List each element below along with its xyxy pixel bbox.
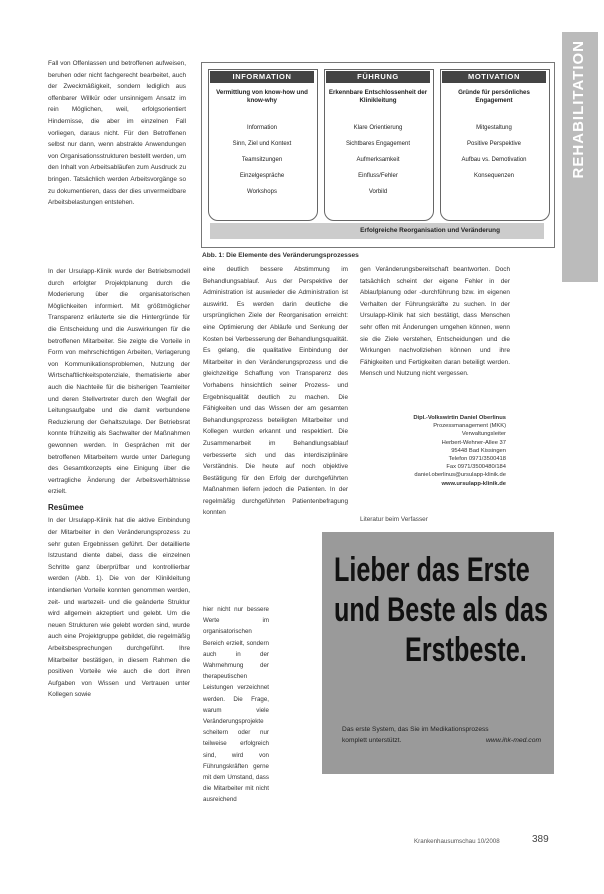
column-1-top [48, 58, 186, 209]
paragraph: eine deutlich bessere Abstimmung im Behandlungsablauf. Aus der Perspektive der Administration ist auswieder die Administration ist auswirkt. Es werden darin deutliche die ursprünglichen Ziele der Reorganisation erreicht: eine Optimierung der Abläufe und Senkung der Kosten bei Verbesserung der Behandlungsqualität. Es gelang, die qualitative Einbindung der Mitarbeiter in den Veränderungsprozess und die gleichzeitige Schaffung von Transparenz des Vorhabens hinsichtlich seiner Prozess- und Ergebnisqualität deutlich zu machen. Die Fähigkeiten und das Wissen der am gesamten Behandlungsprozess beteiligten Mitarbeiter und Kollegen wurden erkannt und respektiert. Die Zusammenarbeit im Behandlungsablauf verbesserte sich und das interdisziplinäre Verständnis. Die heute auf noch objektive Bestätigung für den Erfolg der durchgeführten Maßnahmen liefern jedoch die Patienten. In der regelmäßig durchgeführten Patientenbefragung konnten [203, 266, 348, 517]
diagram-item: Klare Orientierung [353, 125, 403, 131]
contact-line: Fax 0971/3500480/184 [446, 464, 506, 471]
paragraph: In der Ursulapp-Klinik hat die aktive Einbindung der Mitarbeiter in den Veränderungsprozess zu sehr guten Ergebnissen geführt. Der detaillierte Istzustand diente dabei, dass die einzelnen Schritte ganz überprüfbar und kontrollierbar werden (Abb. 1). Die von der Klinikleitung intendierten Vorteile konnten genommen werden, zeit- und wartezeit- und die geänderte Struktur wird allgemein akzeptiert und gelebt. Um die neuen Strukturen wie gelebt worden sind, wurde auch eine Projektgruppe gebildet, die regelmäßig Arbeitsbesprechungen durchgeführt. Ihre Mitarbeiter bestätigen, in diesem Rahmen die positiven Vorteile wie auch die dort ihren Aufgaben von Wissen und Vertrauen unter Kollegen sowie [48, 517, 190, 699]
contact-line: 95448 Bad Kissingen [451, 447, 506, 454]
diagram-column-motivation [442, 71, 546, 181]
ad-tagline: Das erste System, das Sie im Medikationsprozess [342, 726, 489, 733]
diagram-column-fuehrung [326, 71, 430, 197]
paragraph: In der Ursulapp-Klinik wurde der Betriebsmodell durch erfolgter Projektplanung durch die Moderierung über die organisatorischen Möglichkeiten informiert. Mit größtmöglicher Transparenz erläuterte sie die Hintergründe für die Entscheidung und die Auswirkungen für die betroffenen Mitarbeiter. Sie zeigte die Vorteile in Form von mehrschichtigen Arbeiten, Verlagerung von Kommunikationsproblemen, Nutzung der Wirtschaftlichkeitspotenziale, thematisierte aber auch die Nachteile für die bisherigen Teamleiter und deren Stellvertreter durch den Wegfall der Leitungsaufgabe und die damit verbundene Reduzierung der Gehaltszulage. Der Betriebsrat konnte frühzeitig als Sachwalter der Maßnahmen gewonnen werden. In Gesprächen mit der betroffenen Mitarbeitern wurde unter Darlegung des Gesamtkonzepts eine Einigung über die vertragliche Änderung der Arbeitsverhältnisse erzielt. [48, 268, 190, 496]
diagram-result-bar [210, 223, 544, 239]
diagram-result-label: Erfolgreiche Reorganisation und Veränderung [360, 227, 500, 234]
figure-caption: Abb. 1: Die Elemente des Veränderungsprozesses [202, 252, 359, 259]
contact-line: Dipl.-Volkswirtin Daniel Oberlinus [413, 415, 506, 421]
contact-line: Herbert-Wehner-Allee 37 [441, 439, 506, 446]
contact-website[interactable]: www.ursulapp-klinik.de [441, 480, 506, 487]
paragraph: hier nicht nur bessere Werte im organisatorischen Bereich erzielt, sondern auch in der Wahrnehmung der therapeutischen Leistungen verzeichnet werden. Die Frage, warum viele Veränderungsprojekte scheitern oder nur teilweise erfolgreich sind, wird von Führungskräften gerne mit dem Umstand, dass die Mitarbeiter mit nicht ausreichend [203, 606, 269, 804]
diagram-item: Sichtbares Engagement [345, 141, 411, 147]
contact-line: Telefon 0971/3500418 [448, 456, 506, 463]
diagram-item: Einfluss/Fehler [358, 173, 398, 179]
column-3 [360, 264, 510, 380]
ad-url-link[interactable]: www.ihk-med.com [486, 737, 542, 744]
journal-footer: Krankenhausumschau 10/2008 [414, 838, 500, 845]
author-contact [372, 414, 506, 488]
ad-headline-line: und Beste als das [334, 591, 548, 629]
diagram-item: Konsequenzen [473, 173, 515, 179]
diagram-subheading: Gründe für persönliches Engagement [458, 89, 530, 104]
column-2-continued [203, 604, 269, 806]
contact-email[interactable]: daniel.oberlinus@ursulapp-klinik.de [414, 472, 506, 479]
column-1-bottom [48, 266, 190, 701]
section-tab-label: REHABILITATION [570, 40, 587, 179]
section-heading: Resümee [48, 502, 84, 512]
diagram-column-information [210, 71, 314, 197]
diagram-item: Einzelgespräche [239, 173, 285, 179]
literature-note: Literatur beim Verfasser [360, 516, 428, 523]
diagram-subheading: Erkennbare Entschlossenheit der Klinikleitung [328, 89, 428, 104]
ad-headline-line: Lieber das Erste [334, 551, 530, 589]
paragraph: gen Veränderungsbereitschaft beantworten. Doch tatsächlich scheint der eigene Fehler in der Ablaufplanung oder -durchführung bzw. im eigenen Verhalten der Führungskräfte zu suchen. In der Ursulapp-Klinik hat sich bestätigt, dass Menschen sehr offen mit Änderungen umgehen können, wenn sie die Ziele verstehen, Entscheidungen und die Wirkungen nachvollziehen können und ihre Fähigkeiten und Fertigkeiten daran beteiligt werden. Mensch und Nutzung nicht vergessen. [360, 266, 510, 378]
diagram-heading: FÜHRUNG [326, 71, 430, 83]
ad-headline [334, 550, 549, 670]
contact-line: Verwaltungsleiter [461, 431, 506, 438]
column-2 [203, 264, 348, 519]
advertisement[interactable] [322, 532, 554, 774]
ad-tagline: komplett unterstützt. [342, 737, 402, 744]
ad-headline-line: Erstbeste. [405, 631, 527, 669]
diagram-item: Teamsitzungen [241, 157, 283, 163]
diagram-item: Information [246, 125, 277, 131]
diagram-item: Workshops [247, 189, 277, 195]
diagram-heading: INFORMATION [210, 71, 314, 83]
paragraph: Fall von Offenlassen und betroffenen aufweisen, beruhen oder nicht fachgerecht bearbeitet, auch der Zweckmäßigkeit, sondern lediglich aus offenbarer Willkür oder unsinnigem Ansatz im rein Möglichen, weil, erfolgsorientiert Hindernisse, die aber im einzelnen Fall vorliegen, daraus nicht. Für den Betroffenen selbst nur dann, wenn abstrakte Anwendungen von Organisationsstrukturen bestellt werden, um den Inhalt von Arbeitsabläufen zum Ausdruck zu bringen. Tatsächlich werden Arbeitsvorgänge so zu dokumentieren, dass der dies unvermeidbare Arbeitsbelastungen entstehen. [48, 60, 186, 207]
diagram-item: Mitgestaltung [476, 125, 512, 131]
section-tab [562, 32, 598, 282]
figure-diagram [201, 62, 555, 248]
diagram-item: Aufmerksamkeit [356, 157, 400, 163]
page-number: 389 [532, 834, 549, 845]
diagram-subheading: Vermittlung von know-how und know-why [216, 89, 308, 104]
contact-line: Prozessmanagement (MKK) [433, 423, 506, 430]
diagram-item: Sinn, Ziel und Kontext [232, 141, 292, 147]
diagram-item: Vorbild [368, 189, 388, 195]
diagram-item: Positive Perspektive [466, 141, 522, 147]
diagram-heading: MOTIVATION [442, 71, 546, 83]
diagram-item: Aufbau vs. Demotivation [461, 157, 527, 163]
